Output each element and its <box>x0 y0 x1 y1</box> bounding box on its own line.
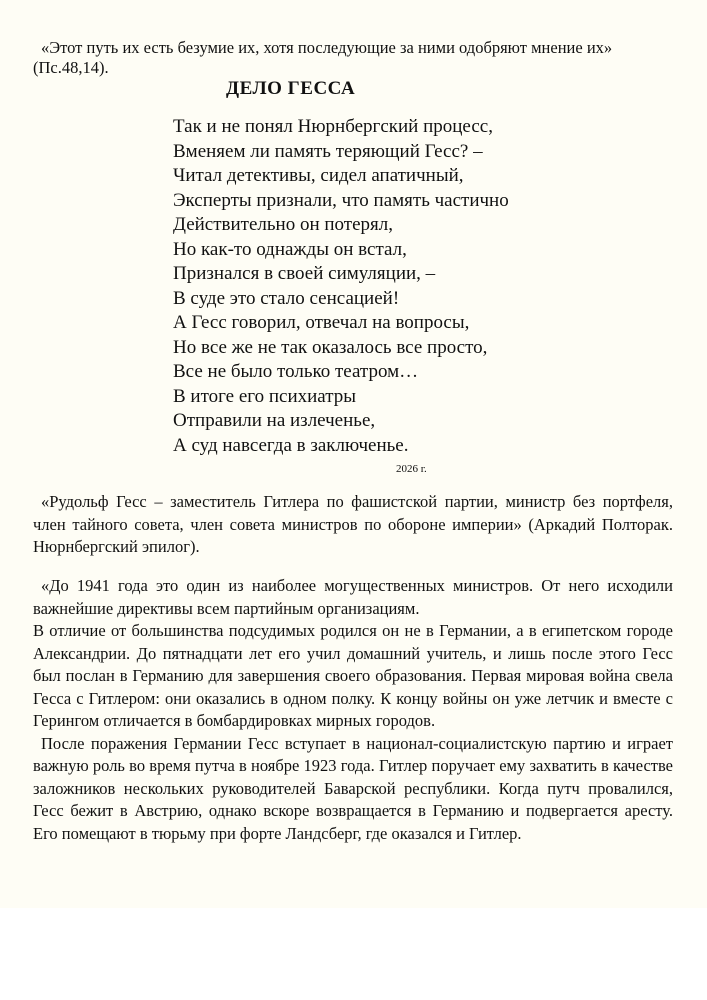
poem-year: 2026 г. <box>396 463 427 475</box>
poem-line: Признался в своей симуляции, – <box>173 263 436 284</box>
poem-line: Все не было только театром… <box>173 361 419 382</box>
poem-line: Действительно он потерял, <box>173 214 394 235</box>
quote-2-part-3: После поражения Германии Гесс вступает в национал-социалистскую партию и играет важную роль во время путча в ноябре 1923 года. Гитлер поручает ему захватить в качестве заложников нескольких руководителей Баварской республики. Когда путч провалился, Гесс бежит в Австрию, однако вскоре возвращается в Германию и подвергается аресту. Его помещают в тюрьму при форте Ландсберг, где оказался и Гитлер. <box>33 733 673 843</box>
poem-line: Отправили на излеченье, <box>173 410 376 431</box>
poem-line: В суде это стало сенсацией! <box>173 287 400 309</box>
quote-2-part-2: В отличие от большинства подсудимых родился он не в Германии, а в египетском городе Александрии. До пятнадцати лет его учил домашний учитель, и лишь после этого Гесс был послан в Германию для завершения своего образования. Первая мировая война свела Гесса с Гитлером: они оказались в одном полку. К концу войны он уже летчик и вместе с Герингом отличается в бомбардировках мирных городов. <box>33 621 673 730</box>
quote-2-part-1: «До 1941 года это один из наиболее могущественных министров. От него исходили важнейшие директивы всем партийным организациям. <box>33 576 673 618</box>
poem-line: А суд навсегда в заключенье. <box>173 434 409 456</box>
quote-paragraph-1: «Рудольф Гесс – заместитель Гитлера по фашистской партии, министр без портфеля, член тайного совета, член совета министров по обороне империи» (Аркадий Полторак. Нюрнбергский эпилог). <box>33 492 673 556</box>
poem-line: В итоге его психиатры <box>173 385 357 407</box>
poem-line: Так и не понял Нюрнбергский процесс, <box>173 116 493 137</box>
quote-paragraph-2 <box>33 575 673 845</box>
poem-line: Эксперты признали, что память частично <box>173 189 509 211</box>
poem-line: Вменяем ли память теряющий Гесс? – <box>173 140 483 162</box>
epigraph: «Этот путь их есть безумие их, хотя последующие за ними одобряют мнение их» (Пс.48,14). <box>33 38 613 77</box>
poem-line: А Гесс говорил, отвечал на вопросы, <box>173 312 470 333</box>
poem-line: Но все же не так оказалось все просто, <box>173 336 488 358</box>
poem <box>173 115 509 458</box>
poem-line: Но как-то однажды он встал, <box>173 238 407 260</box>
poem-line: Читал детективы, сидел апатичный, <box>173 165 464 186</box>
poem-title: ДЕЛО ГЕССА <box>226 78 356 99</box>
